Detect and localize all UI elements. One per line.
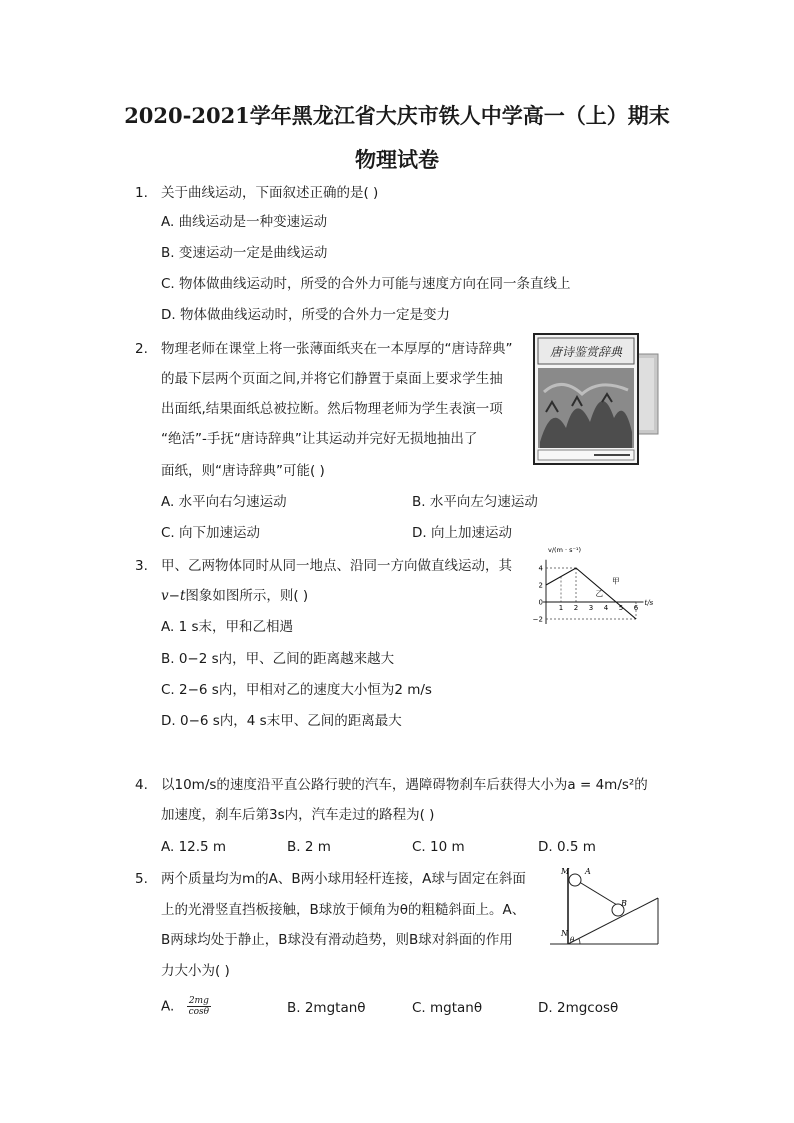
svg-text:M: M [561,867,570,876]
q2-stem-line: 物理老师在课堂上将一张薄面纸夹在一本厚厚的“唐诗辞典” [161,341,513,357]
ball-a [569,874,581,886]
svg-text:N: N [561,929,568,938]
svg-text:θ: θ [570,936,575,944]
q4-option-d: D. 0.5 m [538,839,596,855]
vt-chart [532,544,662,624]
x-tick-label: 1 [558,604,564,612]
q5-number: 5. [135,871,148,887]
q3-option-a: A. 1 s末，甲和乙相遇 [161,619,293,635]
dictionary-photo [532,332,662,468]
q5-stem-line: 两个质量均为m的A、B两小球用轻杆连接，A球与固定在斜面 [161,871,526,887]
incline-figure [548,862,660,950]
q4-option-b: B. 2 m [287,839,331,855]
y-tick-label: 4 [538,564,543,573]
series-label-jia: 甲 [612,576,620,586]
q5-option-d: D. 2mgcosθ [538,1000,619,1016]
q4-stem-line: 加速度，刹车后第3s内，汽车走过的路程为( ) [161,807,435,823]
q2-stem-line: 的最下层两个页面之间,并将它们静置于桌面上要求学生抽 [161,371,503,387]
q2-number: 2. [135,341,148,357]
x-tick-label: 3 [588,604,594,612]
q2-option-d: D. 向上加速运动 [412,525,512,541]
q1-option-c: C. 物体做曲线运动时，所受的合外力可能与速度方向在同一条直线上 [161,276,571,292]
y-axis-label: v/(m · s⁻¹) [548,546,582,554]
q4-option-a: A. 12.5 m [161,839,227,855]
q3-option-d: D. 0−6 s内，4 s末甲、乙间的距离最大 [161,713,402,729]
q3-number: 3. [135,558,148,574]
q3-option-c: C. 2−6 s内，甲相对乙的速度大小恒为2 m/s [161,682,432,698]
q5-option-b: B. 2mgtanθ [287,1000,366,1016]
x-axis-label: t/s [644,599,654,607]
q1-option-d: D. 物体做曲线运动时，所受的合外力一定是变力 [161,307,450,323]
y-tick-label: −2 [532,615,543,624]
paper-title: 2020-2021学年黑龙江省大庆市铁人中学高一（上）期末 [124,103,670,128]
q5-stem-line: B两球均处于静止，B球没有滑动趋势，则B球对斜面的作用 [161,932,513,948]
q5-option-c: C. mgtanθ [412,1000,483,1016]
svg-text:B: B [621,899,627,908]
q1-number: 1. [135,185,148,201]
q2-stem-line: 出面纸,结果面纸总被拉断。然后物理老师为学生表演一项 [161,401,503,417]
svg-text:A: A [585,867,591,876]
x-tick-label: 4 [603,604,609,612]
q1-option-b: B. 变速运动一定是曲线运动 [161,245,328,261]
q1-stem: 关于曲线运动，下面叙述正确的是( ) [161,185,379,201]
q4-stem-line: 以10m/s的速度沿平直公路行驶的汽车，遇障碍物刹车后获得大小为a = 4m/s²的 [161,777,648,793]
q3-stem-line: 甲、乙两物体同时从同一地点、沿同一方向做直线运动，其 [161,558,512,574]
q5-stem-line: 力大小为( ) [161,963,230,979]
q2-option-a: A. 水平向右匀速运动 [161,494,287,510]
q3-stem-line: v−t图象如图所示，则( ) [161,588,309,604]
q3-option-b: B. 0−2 s内，甲、乙间的距离越来越大 [161,651,395,667]
q4-number: 4. [135,777,148,793]
x-tick-label: 6 [633,604,639,612]
q1-option-a: A. 曲线运动是一种变速运动 [161,214,328,230]
q5-option-a: A. $\frac{2mg}{\cos\theta}$ [161,996,210,1017]
q4-option-c: C. 10 m [412,839,465,855]
y-tick-label: 0 [538,598,543,607]
q2-stem-line: 面纸，则“唐诗辞典”可能( ) [161,463,325,479]
series-label-yi: 乙 [595,589,603,599]
q2-stem-line: “绝活”-手抚“唐诗辞典”让其运动并完好无损地抽出了 [161,431,478,447]
book-title-text: 唐诗鉴赏辞典 [549,345,623,359]
q5-stem-line: 上的光滑竖直挡板接触，B球放于倾角为θ的粗糙斜面上。A、 [161,902,526,918]
q2-option-c: C. 向下加速运动 [161,525,261,541]
paper-subtitle: 物理试卷 [355,147,439,172]
q2-option-b: B. 水平向左匀速运动 [412,494,538,510]
x-tick-label: 5 [618,604,624,612]
x-tick-label: 2 [573,604,579,612]
y-tick-label: 2 [538,581,543,590]
